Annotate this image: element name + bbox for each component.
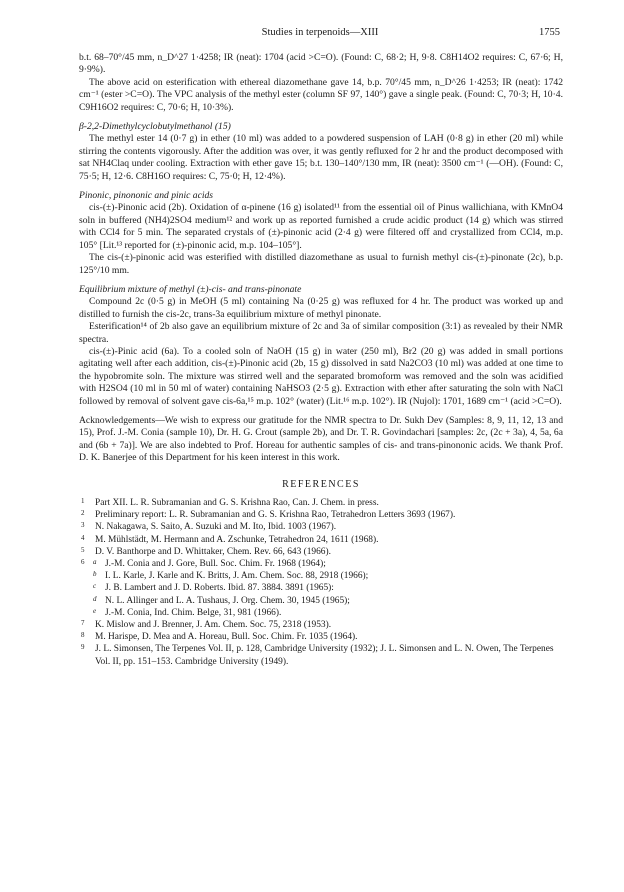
paragraph-esterification: Esterification¹⁴ of 2b also gave an equilibrium mixture of 2c and 3a of similar composition (3:1) as revealed by their NMR spectra.	[79, 321, 563, 345]
reference-subitem: b I. L. Karle, J. Karle and K. Britts, J. Am. Chem. Soc. 88, 2918 (1966);	[93, 570, 369, 582]
section-heading-equilibrium: Equilibrium mixture of methyl (±)-cis- and trans-pinonate	[79, 283, 302, 295]
section-heading-pinonic: Pinonic, pinononic and pinic acids	[79, 190, 214, 202]
reference-subitem: d N. L. Allinger and L. A. Tushaus, J. Org. Chem. 30, 1945 (1965);	[93, 594, 350, 606]
acknowledgements: Acknowledgements—We wish to express our gratitude for the NMR spectra to Dr. Sukh Dev (Samples: 8, 9, 11, 12, 13 and 15), Prof. J.-M. Conia (sample 10), Dr. H. G. Crout (sample 2b), and Dr. T. R. Govindachari [samples: 2c, (2c + 3a), 4, 5a, 6a and (6b + 7a)]. We are also indebted to Prof. Horeau for authentic samples of cis- and trans-pinononic acids. We thank Prof. D. K. Banerjee of this Department for his keen interest in this work.	[79, 414, 563, 464]
reference-item: 6 a J.-M. Conia and J. Gore, Bull. Soc. Chim. Fr. 1968 (1964);	[81, 558, 326, 570]
reference-subitem: e J.-M. Conia, Ind. Chim. Belge, 31, 981 (1966).	[93, 606, 282, 618]
paragraph-equilibrium: Compound 2c (0·5 g) in MeOH (5 ml) containing Na (0·25 g) was refluxed for 4 hr. The product was worked up and distilled to furnish the cis-2c, trans-3a equilibrium mixture of methyl pinonate.	[79, 296, 563, 320]
paragraph-pinonic-acid: cis-(±)-Pinonic acid (2b). Oxidation of α-pinene (16 g) isolated¹¹ from the essential oil of Pinus wallichiana, with KMnO4 soln in buffered (NH4)2SO4 medium¹² and work up as reported furnished a crude acidic product (14 g) which was stirred with CCl4 for 5 min. The separated crystals of (±)-pinonic acid (2·4 g) were filtered off and crystallized from CCl4, m.p. 105° [Lit.¹³ reported for (±)-pinonic acid, m.p. 104–105°].	[79, 202, 563, 251]
running-title: Studies in terpenoids—XIII	[261, 27, 379, 38]
section-heading-methanol: β-2,2-Dimethylcyclobutylmethanol (15)	[79, 121, 231, 133]
reference-item: 1 Part XII. L. R. Subramanian and G. S. Krishna Rao, Can. J. Chem. in press.	[81, 497, 379, 508]
reference-item: 4 M. Mühlstädt, M. Hermann and A. Zschunke, Tetrahedron 24, 1611 (1968).	[81, 533, 379, 545]
paragraph-acid-data: b.t. 68–70°/45 mm, n_D^27 1·4258; IR (neat): 1704 (acid >C=O). (Found: C, 68·2; H, 9·8. C8H14O2 requires: C, 67·6; H, 9·9%).	[79, 52, 563, 76]
paragraph-ester: The above acid on esterification with ethereal diazomethane gave 14, b.p. 70°/45 mm, n_D^26 1·4253; IR (neat): 1742 cm⁻¹ (ester >C=O). The VPC analysis of the methyl ester (column SF 97, 140°) gave a single peak. (Found: C, 70·3; H, 10·4. C9H16O2 requires: C, 70·6; H, 10·3%).	[79, 76, 563, 113]
reference-item: 8 M. Harispe, D. Mea and A. Horeau, Bull. Soc. Chim. Fr. 1035 (1964).	[81, 631, 358, 643]
paragraph-pinonate: The cis-(±)-pinonic acid was esterified with distilled diazomethane as usual to furnish methyl cis-(±)-pinonate (2c), b.p. 125°/10 mm.	[79, 252, 563, 276]
reference-item: 2 Preliminary report: L. R. Subramanian and G. S. Krishna Rao, Tetrahedron Letters 3693 (1967).	[81, 509, 456, 521]
reference-item: 7 K. Mislow and J. Brenner, J. Am. Chem. Soc. 75, 2318 (1953).	[81, 619, 332, 631]
article-body	[79, 52, 563, 668]
page-number: 1755	[539, 27, 560, 38]
reference-subitem: c J. B. Lambert and J. D. Roberts. Ibid. 87. 3884. 3891 (1965):	[93, 582, 334, 594]
reference-item: 5 D. V. Banthorpe and D. Whittaker, Chem. Rev. 66, 643 (1966).	[81, 545, 331, 557]
references-heading: REFERENCES	[282, 478, 360, 490]
running-header	[80, 27, 560, 41]
paragraph-pinic-acid: cis-(±)-Pinic acid (6a). To a cooled soln of NaOH (15 g) in water (250 ml), Br2 (20 g) was added in small portions agitating well after each addition, cis-(±)-Pinonic acid (2b, 15 g) dissolved in satd Na2CO3 (10 ml) was added at one time to the hypobromite soln. The mixture was stirred well and the separated bromoform was removed and the soln was acidified with H2SO4 (10 ml in 50 ml of water) containing NaHSO3 (2·5 g). Extraction with ether after saturating the soln with NaCl followed by removal of solvent gave cis-6a,¹⁵ m.p. 102° (water) (Lit.¹⁶ m.p. 102°). IR (Nujol): 1701, 1689 cm⁻¹ (acid >C=O).	[79, 345, 563, 407]
reference-item: 9 J. L. Simonsen, The Terpenes Vol. II, p. 128, Cambridge University (1932); J. L. Simonsen and L. N. Owen, The Terpenes Vol. II, pp. 151–153. Cambridge University (1949).	[81, 643, 554, 667]
paragraph-methanol: The methyl ester 14 (0·7 g) in ether (10 ml) was added to a powdered suspension of LAH (0·8 g) in ether (20 ml) while stirring the contents vigorously. After the addition was over, it was gently refluxed for 2 hr and the product decomposed with sat NH4Claq under cooling. Extraction with ether gave 15; b.t. 130–140°/130 mm, IR (neat): 3500 cm⁻¹ (—OH). (Found: C, 75·5; H, 12·6. C8H16O requires: C, 75·0; H, 12·4%).	[79, 133, 563, 182]
reference-item: 3 N. Nakagawa, S. Saito, A. Suzuki and M. Ito, Ibid. 1003 (1967).	[81, 521, 337, 533]
